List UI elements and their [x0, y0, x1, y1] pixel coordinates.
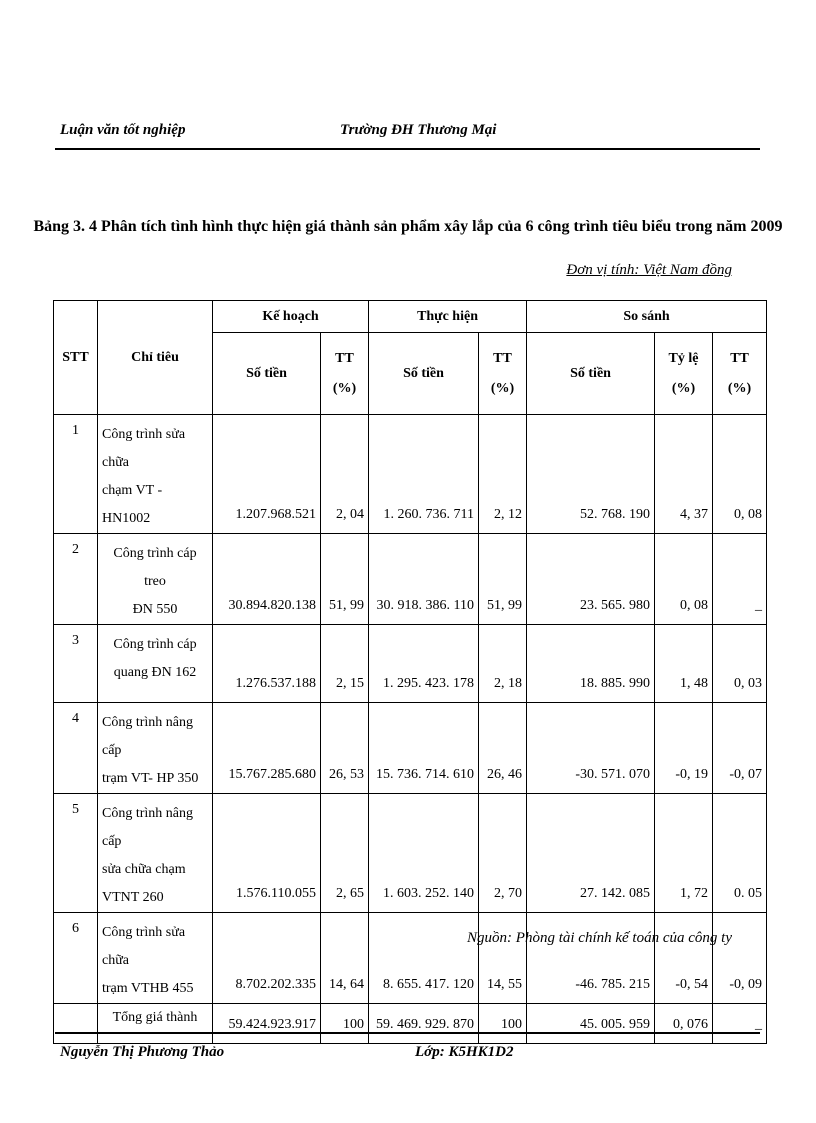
cell-kh-tt: 2, 04	[321, 415, 369, 534]
cell-ss-tt: 0, 08	[713, 415, 767, 534]
name-line: quang ĐN 162	[113, 665, 197, 680]
cell-total-ss-tyle: 0, 076	[655, 1004, 713, 1044]
cell-ss-tien: -46. 785. 215	[527, 913, 655, 1004]
footer-author: Nguyễn Thị Phương Thảo	[60, 1044, 225, 1060]
tyle-label: Tỷ lệ	[668, 350, 699, 366]
table-row	[54, 625, 767, 703]
header-rule	[55, 148, 760, 150]
cell-th-tt: 14, 55	[479, 913, 527, 1004]
name-line: Công trình cáp treo	[113, 546, 197, 589]
cell-total-name: Tổng giá thành	[98, 1004, 213, 1044]
name-line: Công trình nâng cấp	[102, 715, 193, 758]
table-row	[54, 703, 767, 794]
unit-note: Đơn vị tính: Việt Nam đồng	[566, 262, 732, 278]
header-sosanh: So sánh	[527, 301, 767, 333]
cell-th-tien: 1. 260. 736. 711	[369, 415, 479, 534]
cell-stt-empty	[54, 1004, 98, 1044]
cell-kh-tt: 14, 64	[321, 913, 369, 1004]
cell-kh-tien: 1.576.110.055	[213, 794, 321, 913]
table-title: Bảng 3. 4 Phân tích tình hình thực hiện giá thành sản phẩm xây lắp của 6 công trình tiêu biểu trong năm 2009	[33, 218, 783, 235]
subheader-th-tt	[479, 333, 527, 415]
cell-ss-tt: 0. 05	[713, 794, 767, 913]
cell-ss-tyle: 1, 72	[655, 794, 713, 913]
cell-kh-tt: 2, 65	[321, 794, 369, 913]
name-line: Công trình sửa chữa	[102, 427, 186, 470]
cell-kh-tt: 2, 15	[321, 625, 369, 703]
table-row	[54, 534, 767, 625]
cell-th-tien: 1. 603. 252. 140	[369, 794, 479, 913]
cell-name	[98, 415, 213, 534]
cell-name	[98, 913, 213, 1004]
table-row	[54, 794, 767, 913]
cell-name	[98, 625, 213, 703]
cell-kh-tien: 1.276.537.188	[213, 625, 321, 703]
cell-ss-tien: -30. 571. 070	[527, 703, 655, 794]
header-thuchien: Thực hiện	[369, 301, 527, 333]
cell-stt: 3	[54, 625, 98, 703]
cell-kh-tien: 8.702.202.335	[213, 913, 321, 1004]
cell-th-tien: 8. 655. 417. 120	[369, 913, 479, 1004]
cell-ss-tt: -0, 07	[713, 703, 767, 794]
tt-label: TT	[335, 350, 354, 366]
cell-ss-tien: 18. 885. 990	[527, 625, 655, 703]
name-line: sửa chữa chạm	[102, 862, 186, 877]
footer-rule	[55, 1032, 760, 1034]
tt-label: TT	[493, 350, 512, 366]
cell-th-tt: 2, 18	[479, 625, 527, 703]
cell-stt: 5	[54, 794, 98, 913]
name-line: VTNT 260	[102, 890, 164, 905]
header-center-text: Trường ĐH Thương Mại	[340, 122, 497, 138]
cell-total-kh-tien: 59.424.923.917	[213, 1004, 321, 1044]
name-line: Công trình cáp	[113, 637, 197, 652]
name-line: Công trình sửa chữa	[102, 925, 186, 968]
tt-unit: (%)	[332, 380, 357, 396]
footer-class: Lớp: K5HK1D2	[415, 1044, 514, 1060]
name-line: chạm VT - HN1002	[102, 483, 163, 526]
cell-ss-tt: -0, 09	[713, 913, 767, 1004]
table-total-row	[54, 1004, 767, 1044]
cell-total-ss-tt: _	[713, 1004, 767, 1044]
cell-stt: 2	[54, 534, 98, 625]
header-kehoach: Kế hoạch	[213, 301, 369, 333]
cell-ss-tien: 27. 142. 085	[527, 794, 655, 913]
cell-kh-tien: 15.767.285.680	[213, 703, 321, 794]
cell-kh-tt: 26, 53	[321, 703, 369, 794]
cell-stt: 1	[54, 415, 98, 534]
name-line: ĐN 550	[132, 602, 178, 617]
cell-total-th-tt: 100	[479, 1004, 527, 1044]
subheader-th-sotien: Số tiền	[369, 333, 479, 415]
cell-kh-tt: 51, 99	[321, 534, 369, 625]
cell-total-th-tien: 59. 469. 929. 870	[369, 1004, 479, 1044]
subheader-ss-tyle	[655, 333, 713, 415]
source-note: Nguồn: Phòng tài chính kế toán của công ty	[467, 930, 732, 946]
cell-kh-tien: 1.207.968.521	[213, 415, 321, 534]
tyle-unit: (%)	[671, 380, 696, 396]
header-left-text: Luận văn tốt nghiệp	[60, 122, 186, 138]
table-row	[54, 913, 767, 1004]
tt-unit: (%)	[490, 380, 515, 396]
cell-ss-tien: 52. 768. 190	[527, 415, 655, 534]
cell-ss-tyle: 0, 08	[655, 534, 713, 625]
cell-th-tt: 2, 12	[479, 415, 527, 534]
header-chitieu: Chỉ tiêu	[98, 301, 213, 415]
cell-total-ss-tien: 45. 005. 959	[527, 1004, 655, 1044]
table-header-row	[54, 301, 767, 333]
name-line: trạm VTHB 455	[102, 981, 194, 996]
cell-stt: 6	[54, 913, 98, 1004]
cell-th-tien: 1. 295. 423. 178	[369, 625, 479, 703]
cell-ss-tyle: -0, 54	[655, 913, 713, 1004]
cell-th-tien: 30. 918. 386. 110	[369, 534, 479, 625]
cell-th-tt: 2, 70	[479, 794, 527, 913]
cell-th-tt: 51, 99	[479, 534, 527, 625]
cell-th-tt: 26, 46	[479, 703, 527, 794]
cell-name	[98, 703, 213, 794]
cell-ss-tyle: -0, 19	[655, 703, 713, 794]
cell-name	[98, 794, 213, 913]
header-stt: STT	[54, 301, 98, 415]
cell-ss-tt: _	[713, 534, 767, 625]
cell-ss-tyle: 4, 37	[655, 415, 713, 534]
table-row	[54, 415, 767, 534]
cell-name	[98, 534, 213, 625]
cell-ss-tien: 23. 565. 980	[527, 534, 655, 625]
cell-ss-tyle: 1, 48	[655, 625, 713, 703]
tt-unit: (%)	[727, 380, 752, 396]
cell-total-kh-tt: 100	[321, 1004, 369, 1044]
name-line: trạm VT- HP 350	[102, 771, 199, 786]
subheader-kh-sotien: Số tiền	[213, 333, 321, 415]
subheader-ss-sotien: Số tiền	[527, 333, 655, 415]
tt-label: TT	[730, 350, 749, 366]
cell-kh-tien: 30.894.820.138	[213, 534, 321, 625]
name-line: Công trình nâng cấp	[102, 806, 193, 849]
cell-th-tien: 15. 736. 714. 610	[369, 703, 479, 794]
subheader-ss-tt	[713, 333, 767, 415]
cell-stt: 4	[54, 703, 98, 794]
subheader-kh-tt	[321, 333, 369, 415]
cell-ss-tt: 0, 03	[713, 625, 767, 703]
